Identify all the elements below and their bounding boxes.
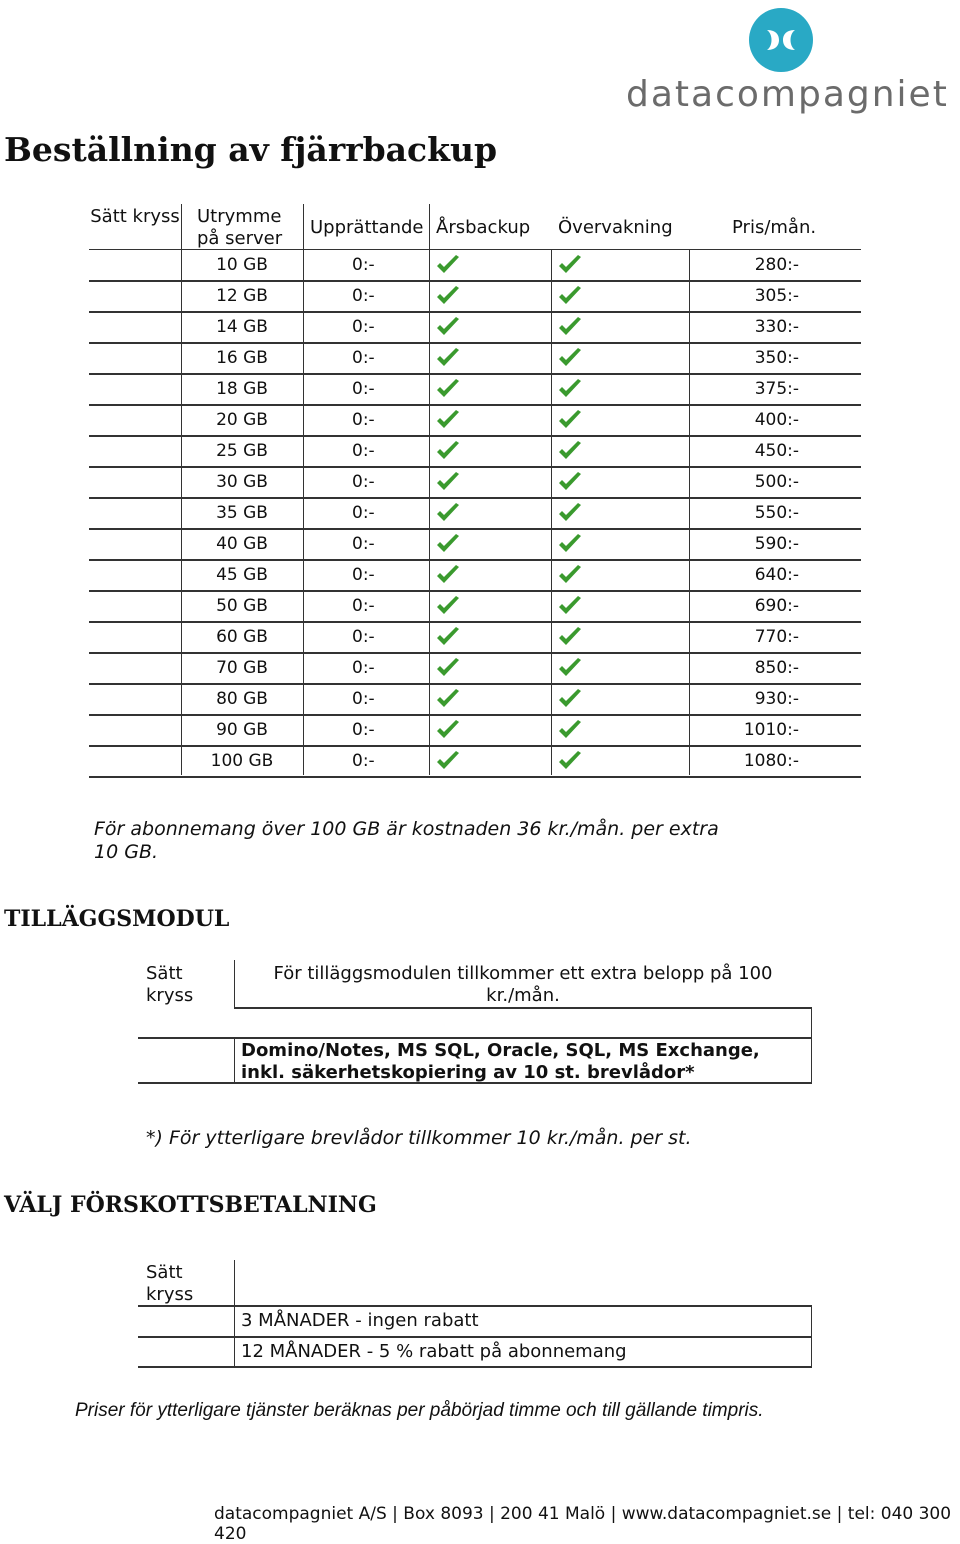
price-cell: 500:- — [754, 472, 799, 492]
setup-cell: 0:- — [352, 379, 375, 399]
setup-cell: 0:- — [352, 627, 375, 647]
table-row — [89, 715, 861, 747]
logo-wordmark: datacompagniet — [626, 74, 949, 115]
check-icon — [557, 440, 583, 462]
prepay-line — [138, 1305, 812, 1307]
check-icon — [557, 502, 583, 524]
addon-divider — [234, 960, 235, 1008]
price-cell: 590:- — [754, 534, 799, 554]
prepay-line — [138, 1366, 812, 1368]
setup-cell: 0:- — [352, 317, 375, 337]
header-monitoring: Övervakning — [558, 217, 673, 238]
check-cell[interactable] — [89, 467, 181, 497]
price-cell: 640:- — [754, 565, 799, 585]
prepay-option[interactable]: 12 MÅNADER - 5 % rabatt på abonnemang — [241, 1341, 627, 1362]
check-cell[interactable] — [89, 591, 181, 621]
storage-cell: 45 GB — [216, 565, 268, 585]
price-cell: 375:- — [754, 379, 799, 399]
storage-cell: 60 GB — [216, 627, 268, 647]
table-row — [89, 622, 861, 654]
check-icon — [435, 254, 461, 276]
prepay-divider — [811, 1305, 812, 1367]
check-icon — [435, 471, 461, 493]
check-icon — [557, 347, 583, 369]
header-storage: Utrymme på server — [197, 206, 283, 249]
check-cell[interactable] — [89, 529, 181, 559]
header-setup: Upprättande — [310, 217, 424, 238]
storage-cell: 16 GB — [216, 348, 268, 368]
setup-cell: 0:- — [352, 689, 375, 709]
storage-cell: 50 GB — [216, 596, 268, 616]
table-row — [89, 498, 861, 530]
check-cell[interactable] — [89, 715, 181, 745]
addon-check-label: Sätt kryss — [146, 963, 194, 1006]
table-row — [89, 653, 861, 685]
check-cell[interactable] — [89, 653, 181, 683]
table-row — [89, 312, 861, 344]
check-cell[interactable] — [89, 281, 181, 311]
check-icon — [557, 378, 583, 400]
setup-cell: 0:- — [352, 596, 375, 616]
price-cell: 450:- — [754, 441, 799, 461]
setup-cell: 0:- — [352, 658, 375, 678]
check-icon — [557, 657, 583, 679]
storage-cell: 100 GB — [210, 751, 274, 771]
check-cell[interactable] — [89, 250, 181, 280]
setup-cell: 0:- — [352, 348, 375, 368]
addon-module-text: Domino/Notes, MS SQL, Oracle, SQL, MS Exchange, inkl. säkerhetskopiering av 10 st. brevlådor* — [241, 1040, 760, 1083]
check-icon — [435, 409, 461, 431]
price-cell: 280:- — [754, 255, 799, 275]
storage-cell: 12 GB — [216, 286, 268, 306]
check-cell[interactable] — [89, 498, 181, 528]
check-cell[interactable] — [89, 684, 181, 714]
check-cell[interactable] — [89, 746, 181, 776]
storage-cell: 18 GB — [216, 379, 268, 399]
check-cell[interactable] — [89, 436, 181, 466]
check-icon — [557, 471, 583, 493]
storage-cell: 70 GB — [216, 658, 268, 678]
price-cell: 770:- — [754, 627, 799, 647]
setup-cell: 0:- — [352, 565, 375, 585]
check-icon — [557, 316, 583, 338]
check-icon — [557, 285, 583, 307]
table-row — [89, 281, 861, 313]
check-icon — [435, 440, 461, 462]
table-row — [89, 343, 861, 375]
col-divider — [303, 204, 304, 775]
storage-cell: 20 GB — [216, 410, 268, 430]
setup-cell: 0:- — [352, 286, 375, 306]
prepay-heading: VÄLJ FÖRSKOTTSBETALNING — [4, 1192, 377, 1218]
price-cell: 350:- — [754, 348, 799, 368]
check-icon — [435, 719, 461, 741]
check-cell[interactable] — [89, 312, 181, 342]
col-divider — [551, 250, 552, 775]
note-over-100gb: För abonnemang över 100 GB är kostnaden 36 kr./mån. per extra 10 GB. — [94, 818, 719, 863]
check-icon — [435, 595, 461, 617]
addon-line — [138, 1037, 812, 1039]
setup-cell: 0:- — [352, 503, 375, 523]
table-row — [89, 560, 861, 592]
check-icon — [435, 533, 461, 555]
check-icon — [435, 688, 461, 710]
prepay-divider — [234, 1260, 235, 1367]
footer: datacompagniet A/S | Box 8093 | 200 41 Malö | www.datacompagniet.se | tel: 040 300 420 — [214, 1504, 952, 1544]
header-check: Sätt kryss — [90, 206, 180, 227]
setup-cell: 0:- — [352, 410, 375, 430]
price-cell: 400:- — [754, 410, 799, 430]
table-row — [89, 250, 861, 282]
table-row — [89, 374, 861, 406]
storage-cell: 40 GB — [216, 534, 268, 554]
check-icon — [557, 688, 583, 710]
price-cell: 690:- — [754, 596, 799, 616]
check-cell[interactable] — [89, 374, 181, 404]
table-row — [89, 405, 861, 437]
storage-cell: 14 GB — [216, 317, 268, 337]
page-title: Beställning av fjärrbackup — [4, 130, 498, 169]
price-cell: 1080:- — [743, 751, 799, 771]
check-cell[interactable] — [89, 560, 181, 590]
table-row — [89, 529, 861, 561]
header-yearly-backup: Årsbackup — [436, 217, 531, 238]
check-icon — [435, 285, 461, 307]
check-icon — [435, 502, 461, 524]
storage-cell: 80 GB — [216, 689, 268, 709]
prepay-option[interactable]: 3 MÅNADER - ingen rabatt — [241, 1310, 479, 1331]
col-divider — [429, 204, 430, 775]
table-row — [89, 591, 861, 623]
check-cell[interactable] — [89, 405, 181, 435]
col-divider — [689, 250, 690, 775]
addon-divider — [234, 1037, 235, 1083]
addon-description: För tilläggsmodulen tillkommer ett extra belopp på 100 kr./mån. — [273, 963, 773, 1006]
check-icon — [557, 254, 583, 276]
table-row — [89, 436, 861, 468]
check-icon — [435, 564, 461, 586]
check-icon — [557, 750, 583, 772]
check-icon — [557, 595, 583, 617]
price-cell: 930:- — [754, 689, 799, 709]
storage-cell: 25 GB — [216, 441, 268, 461]
company-logo — [600, 4, 950, 124]
check-icon — [557, 409, 583, 431]
check-icon — [435, 626, 461, 648]
setup-cell: 0:- — [352, 441, 375, 461]
setup-cell: 0:- — [352, 534, 375, 554]
check-cell[interactable] — [89, 622, 181, 652]
storage-cell: 35 GB — [216, 503, 268, 523]
price-cell: 850:- — [754, 658, 799, 678]
price-cell: 1010:- — [743, 720, 799, 740]
check-icon — [557, 564, 583, 586]
table-row — [89, 684, 861, 716]
check-icon — [435, 347, 461, 369]
prices-note: Priser för ytterligare tjänster beräknas per påbörjad timme och till gällande timpris. — [75, 1400, 764, 1421]
addon-line — [234, 1007, 811, 1009]
check-icon — [557, 533, 583, 555]
setup-cell: 0:- — [352, 720, 375, 740]
check-icon — [557, 719, 583, 741]
prepay-line — [138, 1336, 812, 1338]
setup-cell: 0:- — [352, 255, 375, 275]
check-cell[interactable] — [89, 343, 181, 373]
check-icon — [435, 657, 461, 679]
addon-heading: TILLÄGGSMODUL — [4, 906, 230, 932]
check-icon — [557, 626, 583, 648]
check-icon — [435, 316, 461, 338]
storage-cell: 10 GB — [216, 255, 268, 275]
addon-line — [138, 1082, 812, 1084]
table-row — [89, 467, 861, 499]
check-icon — [435, 750, 461, 772]
logo-icon — [749, 8, 813, 72]
addon-footnote: *) För ytterligare brevlådor tillkommer 10 kr./mån. per st. — [146, 1127, 692, 1149]
price-cell: 330:- — [754, 317, 799, 337]
setup-cell: 0:- — [352, 472, 375, 492]
header-price: Pris/mån. — [732, 217, 817, 238]
setup-cell: 0:- — [352, 751, 375, 771]
addon-divider — [811, 1007, 812, 1083]
check-icon — [435, 378, 461, 400]
storage-cell: 90 GB — [216, 720, 268, 740]
table-row — [89, 746, 861, 778]
col-divider — [181, 204, 182, 775]
storage-cell: 30 GB — [216, 472, 268, 492]
prepay-check-label: Sätt kryss — [146, 1262, 194, 1305]
price-cell: 305:- — [754, 286, 799, 306]
price-cell: 550:- — [754, 503, 799, 523]
